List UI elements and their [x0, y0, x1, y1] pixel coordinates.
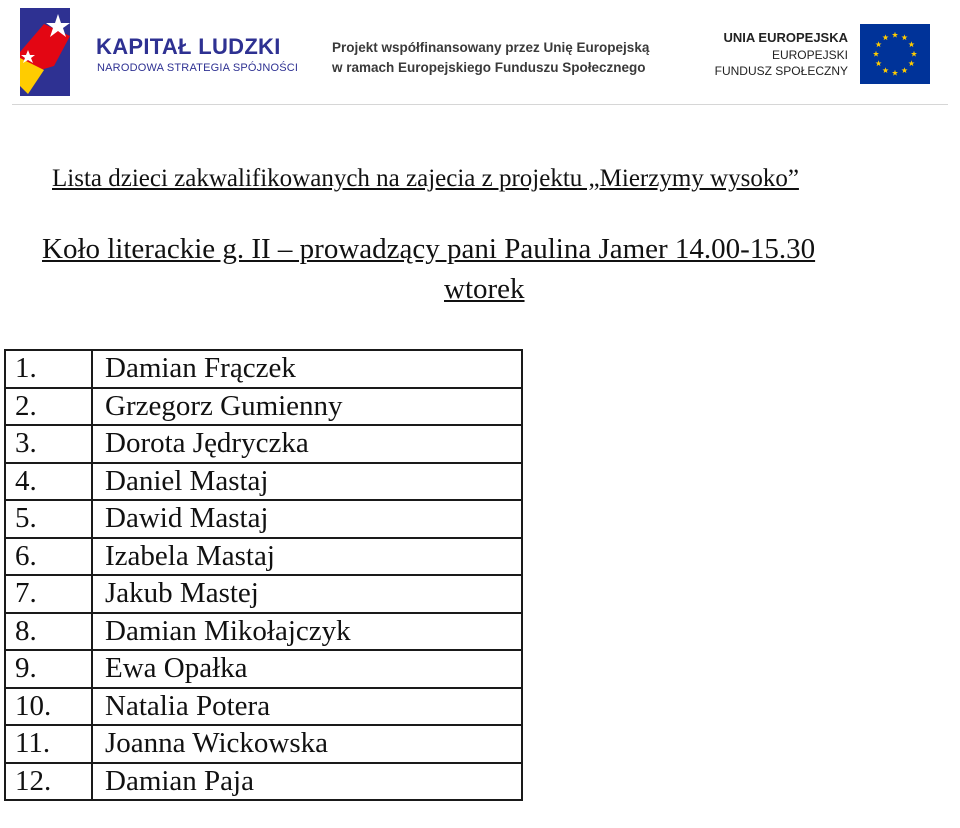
row-number: 11.	[5, 725, 92, 763]
table-row	[5, 500, 522, 538]
child-name: Izabela Mastaj	[92, 538, 522, 576]
header-logos	[0, 0, 960, 106]
child-name: Damian Frączek	[92, 350, 522, 388]
table-row	[5, 575, 522, 613]
group-title: Koło literackie g. II – prowadzący pani Paulina Jamer 14.00-15.30	[42, 233, 816, 265]
table-row	[5, 613, 522, 651]
child-name: Ewa Opałka	[92, 650, 522, 688]
header-divider	[12, 104, 948, 105]
eu-label-line-1: UNIA EUROPEJSKA	[723, 30, 848, 45]
row-number: 12.	[5, 763, 92, 801]
eu-flag-icon	[860, 24, 930, 84]
row-number: 6.	[5, 538, 92, 576]
children-list-table	[4, 349, 523, 801]
row-number: 4.	[5, 463, 92, 501]
eu-label-line-2: EUROPEJSKI	[771, 48, 848, 62]
project-cofinance-line-1: Projekt współfinansowany przez Unię Europejską	[332, 40, 650, 55]
row-number: 10.	[5, 688, 92, 726]
row-number: 7.	[5, 575, 92, 613]
table-row	[5, 463, 522, 501]
row-number: 8.	[5, 613, 92, 651]
row-number: 2.	[5, 388, 92, 426]
kapital-ludzki-logo	[14, 6, 76, 98]
kl-title: KAPITAŁ LUDZKI	[96, 34, 281, 59]
child-name: Jakub Mastej	[92, 575, 522, 613]
child-name: Natalia Potera	[92, 688, 522, 726]
row-number: 1.	[5, 350, 92, 388]
table-row	[5, 688, 522, 726]
child-name: Daniel Mastaj	[92, 463, 522, 501]
child-name: Dawid Mastaj	[92, 500, 522, 538]
child-name: Damian Mikołajczyk	[92, 613, 522, 651]
list-title: Lista dzieci zakwalifikowanych na zajecia z projektu „Mierzymy wysoko”	[52, 165, 799, 192]
table-row	[5, 350, 522, 388]
row-number: 9.	[5, 650, 92, 688]
table-row	[5, 538, 522, 576]
child-name: Grzegorz Gumienny	[92, 388, 522, 426]
table-row	[5, 763, 522, 801]
table-row	[5, 725, 522, 763]
row-number: 5.	[5, 500, 92, 538]
child-name: Joanna Wickowska	[92, 725, 522, 763]
table-row	[5, 650, 522, 688]
children-list-body	[5, 350, 522, 800]
row-number: 3.	[5, 425, 92, 463]
table-row	[5, 425, 522, 463]
child-name: Damian Paja	[92, 763, 522, 801]
day-label: wtorek	[444, 273, 525, 305]
child-name: Dorota Jędryczka	[92, 425, 522, 463]
eu-label-line-3: FUNDUSZ SPOŁECZNY	[714, 64, 848, 78]
table-row	[5, 388, 522, 426]
kl-subtitle: NARODOWA STRATEGIA SPÓJNOŚCI	[97, 62, 299, 74]
project-cofinance-line-2: w ramach Europejskiego Funduszu Społecznego	[332, 60, 646, 75]
